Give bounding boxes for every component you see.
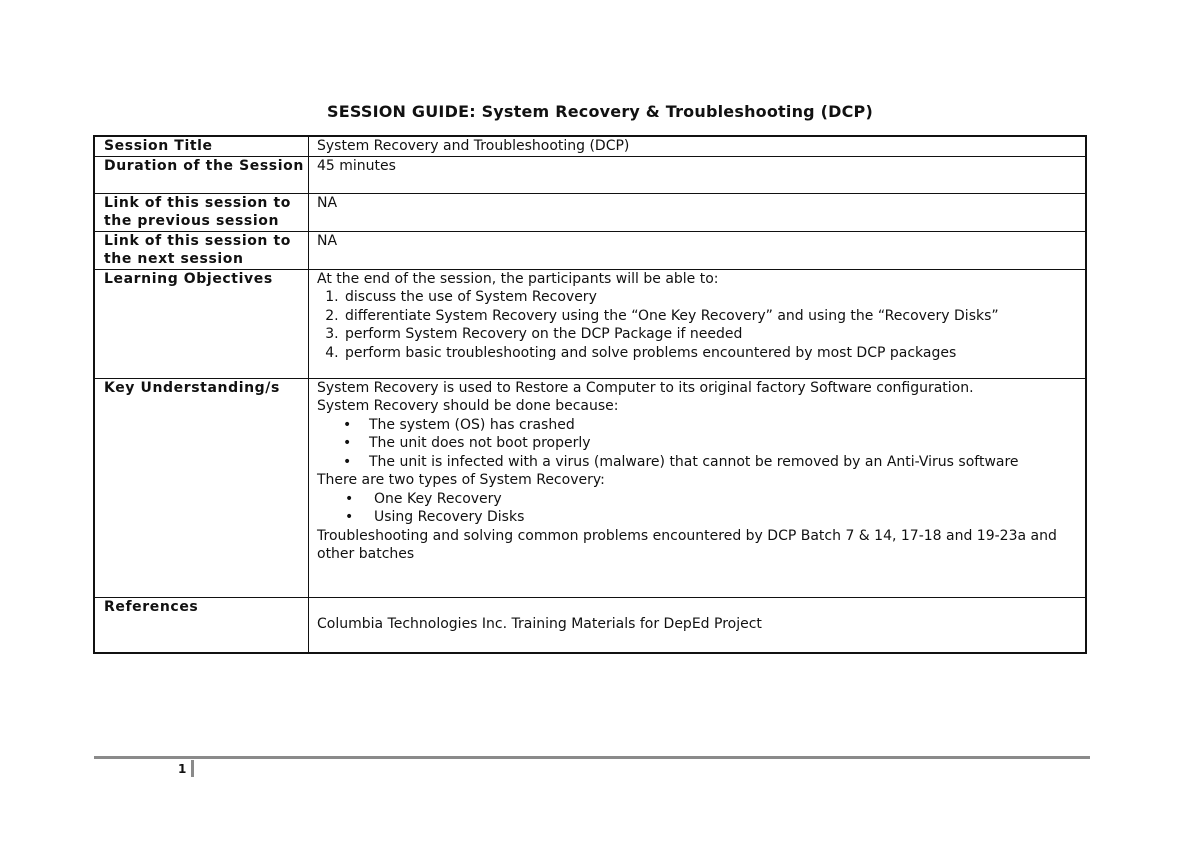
learning-objectives-label: Learning Objectives bbox=[94, 269, 309, 378]
objectives-list bbox=[317, 288, 1081, 362]
previous-link-label: Link of this session to the previous session bbox=[94, 193, 309, 231]
key-line-reasons-intro: System Recovery should be done because: bbox=[317, 398, 619, 414]
key-line-definition: System Recovery is used to Restore a Computer to its original factory Software configuration. bbox=[317, 379, 974, 396]
page-number: 1 bbox=[178, 762, 187, 776]
table-row bbox=[94, 269, 1086, 378]
list-item: 1. discuss the use of System Recovery bbox=[343, 288, 1081, 307]
list-item: 4. perform basic troubleshooting and solve problems encountered by most DCP packages bbox=[343, 344, 1081, 363]
references-value bbox=[309, 597, 1087, 653]
footer-divider bbox=[94, 756, 1090, 759]
learning-objectives-value bbox=[309, 269, 1087, 378]
key-line-troubleshooting: Troubleshooting and solving common problems encountered by DCP Batch 7 & 14, 17-18 and 19-23a and other batches bbox=[317, 527, 1057, 562]
previous-link-value: NA bbox=[309, 193, 1087, 231]
table-row bbox=[94, 136, 1086, 156]
list-item: • Using Recovery Disks bbox=[374, 508, 1081, 527]
list-item: • The unit is infected with a virus (malware) that cannot be removed by an Anti-Virus software bbox=[369, 453, 1081, 472]
session-title-value: System Recovery and Troubleshooting (DCP) bbox=[309, 136, 1087, 156]
duration-value: 45 minutes bbox=[309, 156, 1087, 193]
session-guide-table bbox=[93, 135, 1087, 654]
table-row bbox=[94, 156, 1086, 193]
list-item: 2. differentiate System Recovery using the “One Key Recovery” and using the “Recovery Disks” bbox=[343, 307, 1081, 326]
key-line-types-intro: There are two types of System Recovery: bbox=[317, 472, 605, 488]
list-item: • The unit does not boot properly bbox=[369, 434, 1081, 453]
reasons-list bbox=[317, 416, 1081, 472]
recovery-types-list bbox=[317, 490, 1081, 527]
table-row bbox=[94, 231, 1086, 269]
session-title-label: Session Title bbox=[94, 136, 309, 156]
key-understanding-value bbox=[309, 378, 1087, 597]
next-link-value: NA bbox=[309, 231, 1087, 269]
table-row bbox=[94, 597, 1086, 653]
next-link-label: Link of this session to the next session bbox=[94, 231, 309, 269]
document-title: SESSION GUIDE: System Recovery & Troubleshooting (DCP) bbox=[327, 102, 873, 121]
references-label: References bbox=[94, 597, 309, 653]
table-row bbox=[94, 378, 1086, 597]
list-item: • One Key Recovery bbox=[374, 490, 1081, 509]
reference-text: Columbia Technologies Inc. Training Materials for DepEd Project bbox=[317, 615, 762, 632]
page-number-bar bbox=[191, 760, 194, 777]
list-item: 3. perform System Recovery on the DCP Package if needed bbox=[343, 325, 1081, 344]
key-understanding-label: Key Understanding/s bbox=[94, 378, 309, 597]
objectives-intro: At the end of the session, the participants will be able to: bbox=[317, 270, 719, 287]
duration-label: Duration of the Session bbox=[94, 156, 309, 193]
list-item: • The system (OS) has crashed bbox=[369, 416, 1081, 435]
table-row bbox=[94, 193, 1086, 231]
